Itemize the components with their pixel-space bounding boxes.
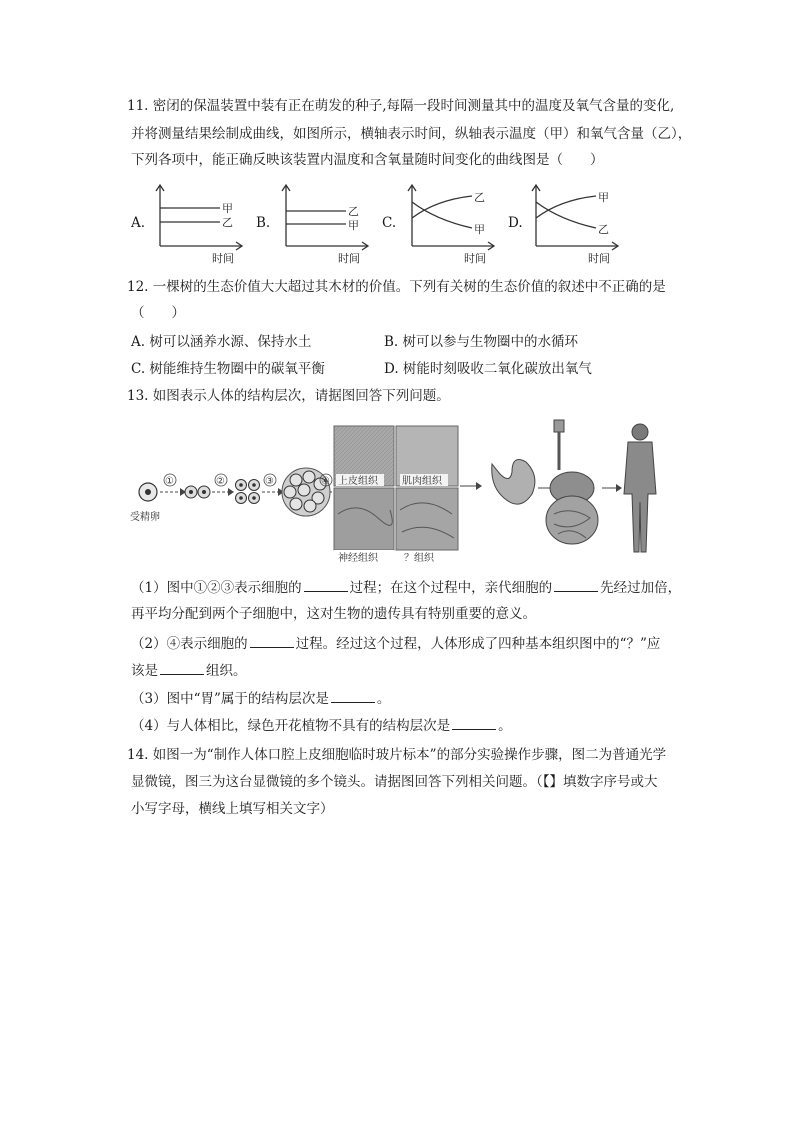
blank-3[interactable] — [250, 633, 294, 648]
human-body-image — [624, 424, 656, 552]
x-label: 时间 — [588, 252, 610, 265]
step-1: ① — [165, 476, 174, 487]
q11-option-d: D. — [508, 215, 523, 231]
step-4: ④ — [321, 476, 330, 487]
q13-sub2-text-d: 组织。 — [206, 663, 247, 679]
q12-option-d: D. 树能时刻吸收二氧化碳放出氧气 — [384, 361, 592, 377]
bottom-label: 乙 — [222, 216, 233, 229]
blank-6[interactable] — [452, 715, 496, 730]
q13-sub1-cont: 再平均分配到两个子细胞中，这对生物的遗传具有特别重要的意义。 — [131, 606, 536, 622]
q13-sub4 — [131, 715, 512, 736]
q11-graph-a — [150, 182, 250, 266]
bottom-label: 甲 — [348, 219, 359, 232]
falling-curve — [412, 202, 472, 228]
step-2: ② — [216, 476, 225, 487]
q13-line1: 13. 如图表示人体的结构层次，请据图回答下列问题。 — [127, 388, 450, 404]
step-3: ③ — [265, 476, 274, 487]
q13-sub3 — [131, 688, 390, 709]
x-label: 时间 — [338, 252, 360, 265]
q11-graph-b — [276, 182, 376, 266]
digestive-system-image — [546, 420, 598, 544]
q12-option-b: B. 树可以参与生物圈中的水循环 — [384, 334, 579, 350]
x-label: 时间 — [464, 252, 486, 265]
top-label: 乙 — [348, 205, 359, 218]
bottom-label: 甲 — [474, 223, 485, 236]
tissue-nerve: 神经组织 — [338, 553, 378, 564]
q13-sub2-text-a: （2）④表示细胞的 — [131, 636, 248, 652]
q11-option-a: A. — [131, 215, 146, 231]
q12-option-c: C. 树能维持生物圈中的碳氧平衡 — [131, 361, 325, 377]
tissue-muscle: 肌肉组织 — [402, 476, 442, 487]
q13-sub4-text-a: （4）与人体相比，绿色开花植物不具有的结构层次是 — [131, 718, 451, 734]
top-label: 乙 — [474, 191, 485, 204]
top-label: 甲 — [222, 202, 233, 215]
q14-line2: 显微镜，图三为这台显微镜的多个镜头。请据图回答下列相关问题。（【】填数字序号或大 — [131, 774, 658, 790]
q11-line3: 下列各项中，能正确反映该装置内温度和含氧量随时间变化的曲线图是（ ） — [131, 152, 604, 168]
blank-4[interactable] — [160, 660, 204, 675]
blank-1[interactable] — [304, 577, 348, 592]
stomach-image — [492, 460, 535, 505]
q13-sub1 — [131, 577, 681, 598]
tissue-panel — [334, 426, 458, 564]
q13-sub2 — [131, 633, 660, 654]
q13-sub3-text-b: 。 — [376, 691, 391, 707]
blank-2[interactable] — [554, 577, 598, 592]
q11-graph-c — [402, 182, 502, 266]
x-label: 时间 — [212, 252, 234, 265]
rising-curve — [412, 196, 472, 218]
q13-sub4-text-b: 。 — [498, 718, 512, 734]
q12-line1: 12. 一棵树的生态价值大大超过其木材的价值。下列有关树的生态价值的叙述中不正确的是 — [127, 279, 666, 295]
q14-line1: 14. 如图一为“制作人体口腔上皮细胞临时玻片标本”的部分实验操作步骤，图二为普通光学 — [127, 747, 667, 763]
q11-option-b: B. — [256, 215, 271, 231]
tissue-epithelial: 上皮组织 — [338, 476, 378, 487]
q11-option-c: C. — [382, 215, 397, 231]
q13-sub3-text-a: （3）图中“胃”属于的结构层次是 — [131, 691, 329, 707]
q12-option-a: A. 树可以涵养水源、保持水土 — [131, 334, 312, 350]
q13-sub1-text-b: 过程；在这个过程中，亲代细胞的 — [349, 580, 553, 596]
q11-line2: 并将测量结果绘制成曲线，如图所示，横轴表示时间，纵轴表示温度（甲）和氧气含量（乙）， — [131, 126, 692, 142]
q13-sub2-text-b: 过程。经过这个过程，人体形成了四种基本组织图中的“？”应 — [295, 636, 661, 652]
q13-figure — [128, 414, 668, 566]
q13-sub1-text-c: 先经过加倍， — [600, 580, 682, 596]
tissue-unknown: ？组织 — [404, 553, 434, 564]
blank-5[interactable] — [331, 688, 375, 703]
bottom-label: 乙 — [598, 223, 609, 236]
q13-sub2-cont — [131, 660, 247, 681]
q14-line3: 小写字母，横线上填写相关文字） — [131, 801, 334, 817]
top-label: 甲 — [598, 191, 609, 204]
q11-line1: 11. 密闭的保温装置中装有正在萌发的种子,每隔一段时间测量其中的温度及氧气含量的变化, — [127, 98, 675, 114]
q12-line2: （ ） — [131, 305, 185, 321]
egg-label: 受精卵 — [130, 512, 160, 523]
q13-sub2-text-c: 该是 — [131, 663, 158, 679]
q13-sub1-text-a: （1）图中①②③表示细胞的 — [131, 580, 302, 596]
q11-graph-d — [526, 182, 626, 266]
